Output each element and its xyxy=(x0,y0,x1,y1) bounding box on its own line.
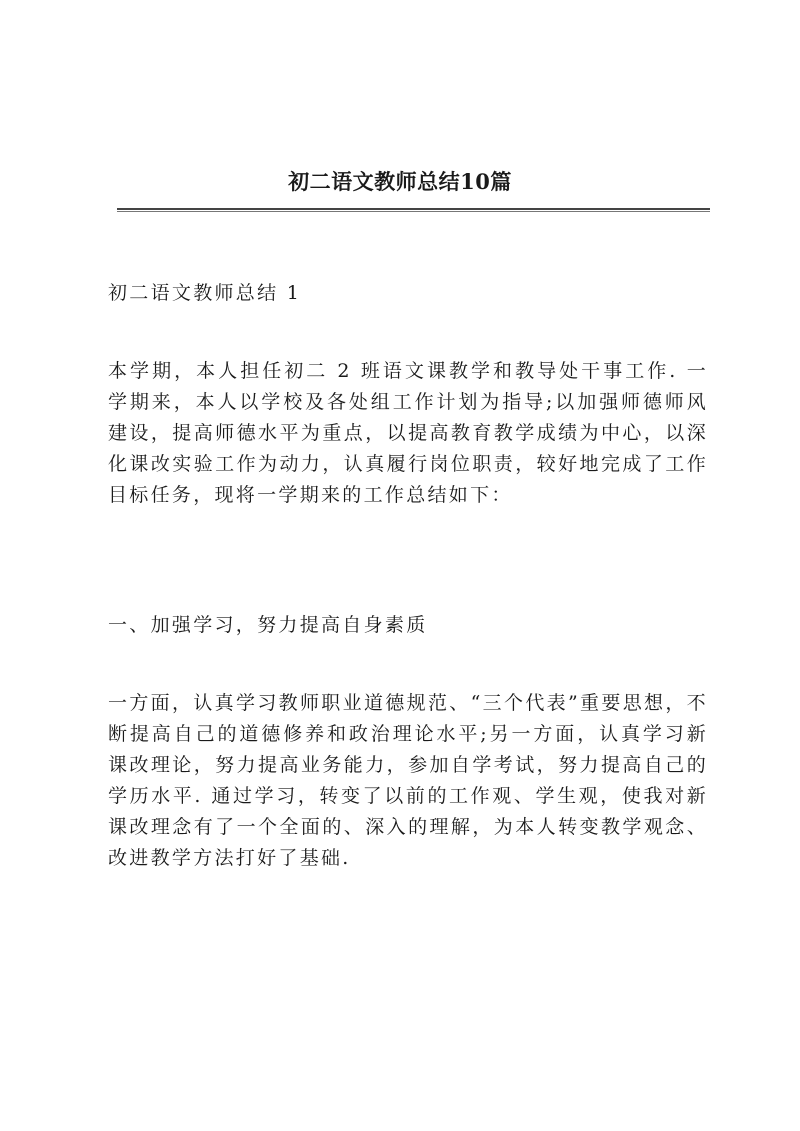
subheading-study: 一、加强学习，努力提高自身素质 xyxy=(108,614,428,636)
intro-paragraph: 本学期，本人担任初二 2 班语文课教学和教导处干事工作. 一学期来，本人以学校及各处组工作计划为指导;以加强师德师风建设，提高师德水平为重点，以提高教育教学成绩为中心，以深化课改实验工作为动力，认真履行岗位职责，较好地完成了工作目标任务，现将一学期来的工作总结如下： xyxy=(108,360,708,506)
title-divider xyxy=(117,208,710,212)
section-heading: 初二语文教师总结 1 xyxy=(108,282,302,304)
study-paragraph: 一方面，认真学习教师职业道德规范、“三个代表”重要思想，不断提高自己的道德修养和政治理论水平;另一方面，认真学习新课改理论，努力提高业务能力，参加自学考试，努力提高自己的学历水平. 通过学习，转变了以前的工作观、学生观，使我对新课改理念有了一个全面的、深入的理解，为本人转变教学观念、改进教学方法打好了基础. xyxy=(108,692,708,869)
document-title: 初二语文教师总结10篇 xyxy=(288,169,512,194)
